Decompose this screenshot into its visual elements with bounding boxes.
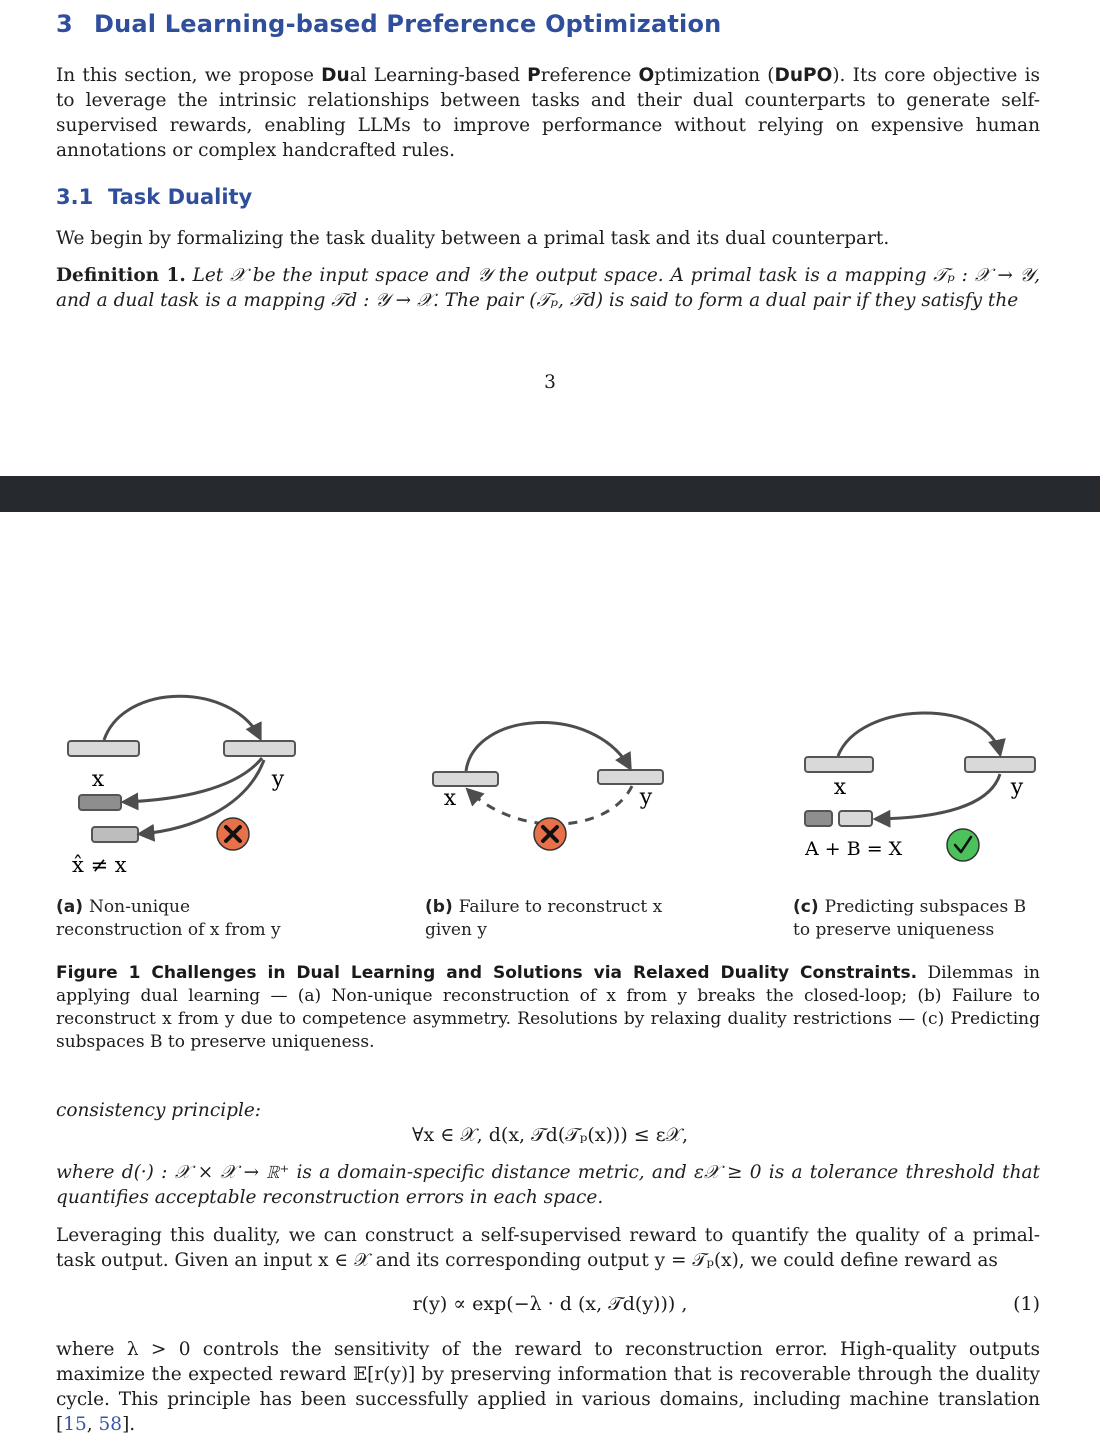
intro-text-3: reference xyxy=(540,65,639,86)
page-top xyxy=(0,0,1100,476)
panel-c-subspace-a xyxy=(805,811,832,826)
citation-separator: , xyxy=(86,1414,99,1435)
subcaption-c-tag: (c) xyxy=(793,897,819,917)
equation-number: (1) xyxy=(1013,1293,1040,1315)
panel-a-relation: x̂ ≠ x xyxy=(72,853,127,877)
definition-label: Definition 1. xyxy=(56,265,186,286)
panel-a-input-bar xyxy=(68,741,139,756)
intro-text-4: ptimization ( xyxy=(654,65,775,86)
panel-a-output-bar xyxy=(224,741,295,756)
panel-c xyxy=(804,713,1035,861)
page-number: 3 xyxy=(544,372,556,393)
subsection-title: Task Duality xyxy=(108,185,253,209)
panel-a-x-label: x xyxy=(91,767,105,792)
page-divider xyxy=(0,476,1100,512)
page-bottom xyxy=(0,512,1100,1435)
citation-link[interactable]: 58 xyxy=(98,1414,123,1435)
panel-c-output-bar xyxy=(965,757,1035,772)
panel-a-primal-arrow xyxy=(104,696,260,740)
subcaption-c-text: Predicting subspaces B to preserve uniqueness xyxy=(793,897,1027,940)
intro-text-1: In this section, we propose xyxy=(56,65,322,86)
consistency-principle-label: consistency principle: xyxy=(56,1100,262,1121)
figure-caption-text: Dilemmas in applying dual learning — (a) Non-unique reconstruction of x from y breaks the closed-loop; (b) Failure to reconstruct x from y due to competence asymmetry. Resolutions by relaxing duality restrictions — (c) Predicting subspaces B to preserve uniqueness. xyxy=(56,963,1040,1052)
reward-explanation-paragraph xyxy=(56,1337,1040,1437)
intro-paragraph xyxy=(56,63,1040,163)
intro-du: Du xyxy=(321,65,350,86)
intro-o: O xyxy=(638,65,655,86)
panel-c-dual-arrow xyxy=(876,774,1000,819)
section-number: 3 xyxy=(56,10,73,38)
panel-b-x-label: x xyxy=(443,786,457,811)
reward-intro-paragraph: Leveraging this duality, we can construct a self-supervised reward to quantify the quality of a primal-task output. Given an input x ∈ 𝒳 and its corresponding output y = 𝒯ₚ(x), we could define reward as xyxy=(56,1225,1040,1271)
panel-a xyxy=(68,696,295,877)
subcaption-a xyxy=(56,896,306,942)
subcaption-b-tag: (b) xyxy=(425,897,453,917)
figure-caption xyxy=(56,962,1040,1054)
duality-intro-paragraph: We begin by formalizing the task duality between a primal task and its dual counterpart. xyxy=(56,228,890,249)
citation-link[interactable]: 15 xyxy=(63,1414,87,1435)
subcaption-c xyxy=(793,896,1043,942)
definition-text: Let 𝒳 be the input space and 𝒴 the output space. A primal task is a mapping 𝒯ₚ : 𝒳 → 𝒴, and a dual task is a mapping 𝒯d : 𝒴 → 𝒳. The pair (𝒯ₚ, 𝒯d) is said to form a dual pair if they satisfy the xyxy=(56,265,1041,311)
panel-b xyxy=(433,722,663,850)
intro-text-2: al Learning-based xyxy=(349,65,528,86)
reward-explanation-end: ]. xyxy=(122,1414,136,1435)
subcaption-b xyxy=(425,896,675,942)
consistency-equation: ∀x ∈ 𝒳, d(x, 𝒯d(𝒯ₚ(x))) ≤ ε𝒳, xyxy=(412,1124,688,1146)
panel-c-y-label: y xyxy=(1010,775,1024,800)
panel-c-subspace-b xyxy=(839,811,872,826)
section-heading xyxy=(56,10,721,38)
subsection-number: 3.1 xyxy=(56,185,94,209)
panel-c-relation: A + B = X xyxy=(805,838,903,860)
subcaption-b-text: Failure to reconstruct x given y xyxy=(425,897,663,940)
panel-b-output-bar xyxy=(598,770,663,784)
reward-explanation-text: where λ > 0 controls the sensitivity of the reward to reconstruction error. High-quality outputs maximize the expected reward 𝔼[r(y)] by preserving information that is recoverable through the duality cycle. This principle has been successfully applied in various domains, including machine translation [ xyxy=(56,1339,1040,1435)
panel-b-primal-arrow xyxy=(466,722,630,771)
panel-a-cross-icon xyxy=(217,818,249,850)
panel-c-x-label: x xyxy=(833,775,847,800)
intro-text-5: ). Its core objective is to leverage the intrinsic relationships between tasks and their dual counterparts to generate self-supervised rewards, enabling LLMs to improve performance without relying on expensive human annotations or complex handcrafted rules. xyxy=(56,65,1040,161)
panel-a-recon-bar-1 xyxy=(79,795,121,810)
panel-a-y-label: y xyxy=(271,767,285,792)
panel-c-primal-arrow xyxy=(838,713,1000,756)
figure-caption-title: Figure 1 Challenges in Dual Learning and Solutions via Relaxed Duality Constraints. xyxy=(56,963,918,983)
subsection-heading xyxy=(56,185,252,209)
section-title: Dual Learning-based Preference Optimization xyxy=(94,10,722,38)
definition-paragraph xyxy=(56,263,1040,313)
intro-p: P xyxy=(527,65,541,86)
figure-1 xyxy=(0,672,1100,882)
panel-b-input-bar xyxy=(433,772,498,786)
distance-metric-paragraph: where d(·) : 𝒳 × 𝒳 → ℝ⁺ is a domain-specific distance metric, and ε𝒳 ≥ 0 is a tolerance threshold that quantifies acceptable reconstruction errors in each space. xyxy=(56,1162,1040,1208)
panel-b-y-label: y xyxy=(639,785,653,810)
panel-c-check-icon xyxy=(947,829,979,861)
panel-c-input-bar xyxy=(805,757,873,772)
subcaption-a-tag: (a) xyxy=(56,897,84,917)
panel-a-recon-bar-2 xyxy=(92,827,138,842)
subcaption-a-text: Non-unique reconstruction of x from y xyxy=(56,897,281,940)
panel-b-cross-icon xyxy=(534,818,566,850)
intro-dupo: DuPO xyxy=(774,65,833,86)
reward-equation: r(y) ∝ exp(−λ · d (x, 𝒯d(y))) , xyxy=(412,1293,688,1315)
